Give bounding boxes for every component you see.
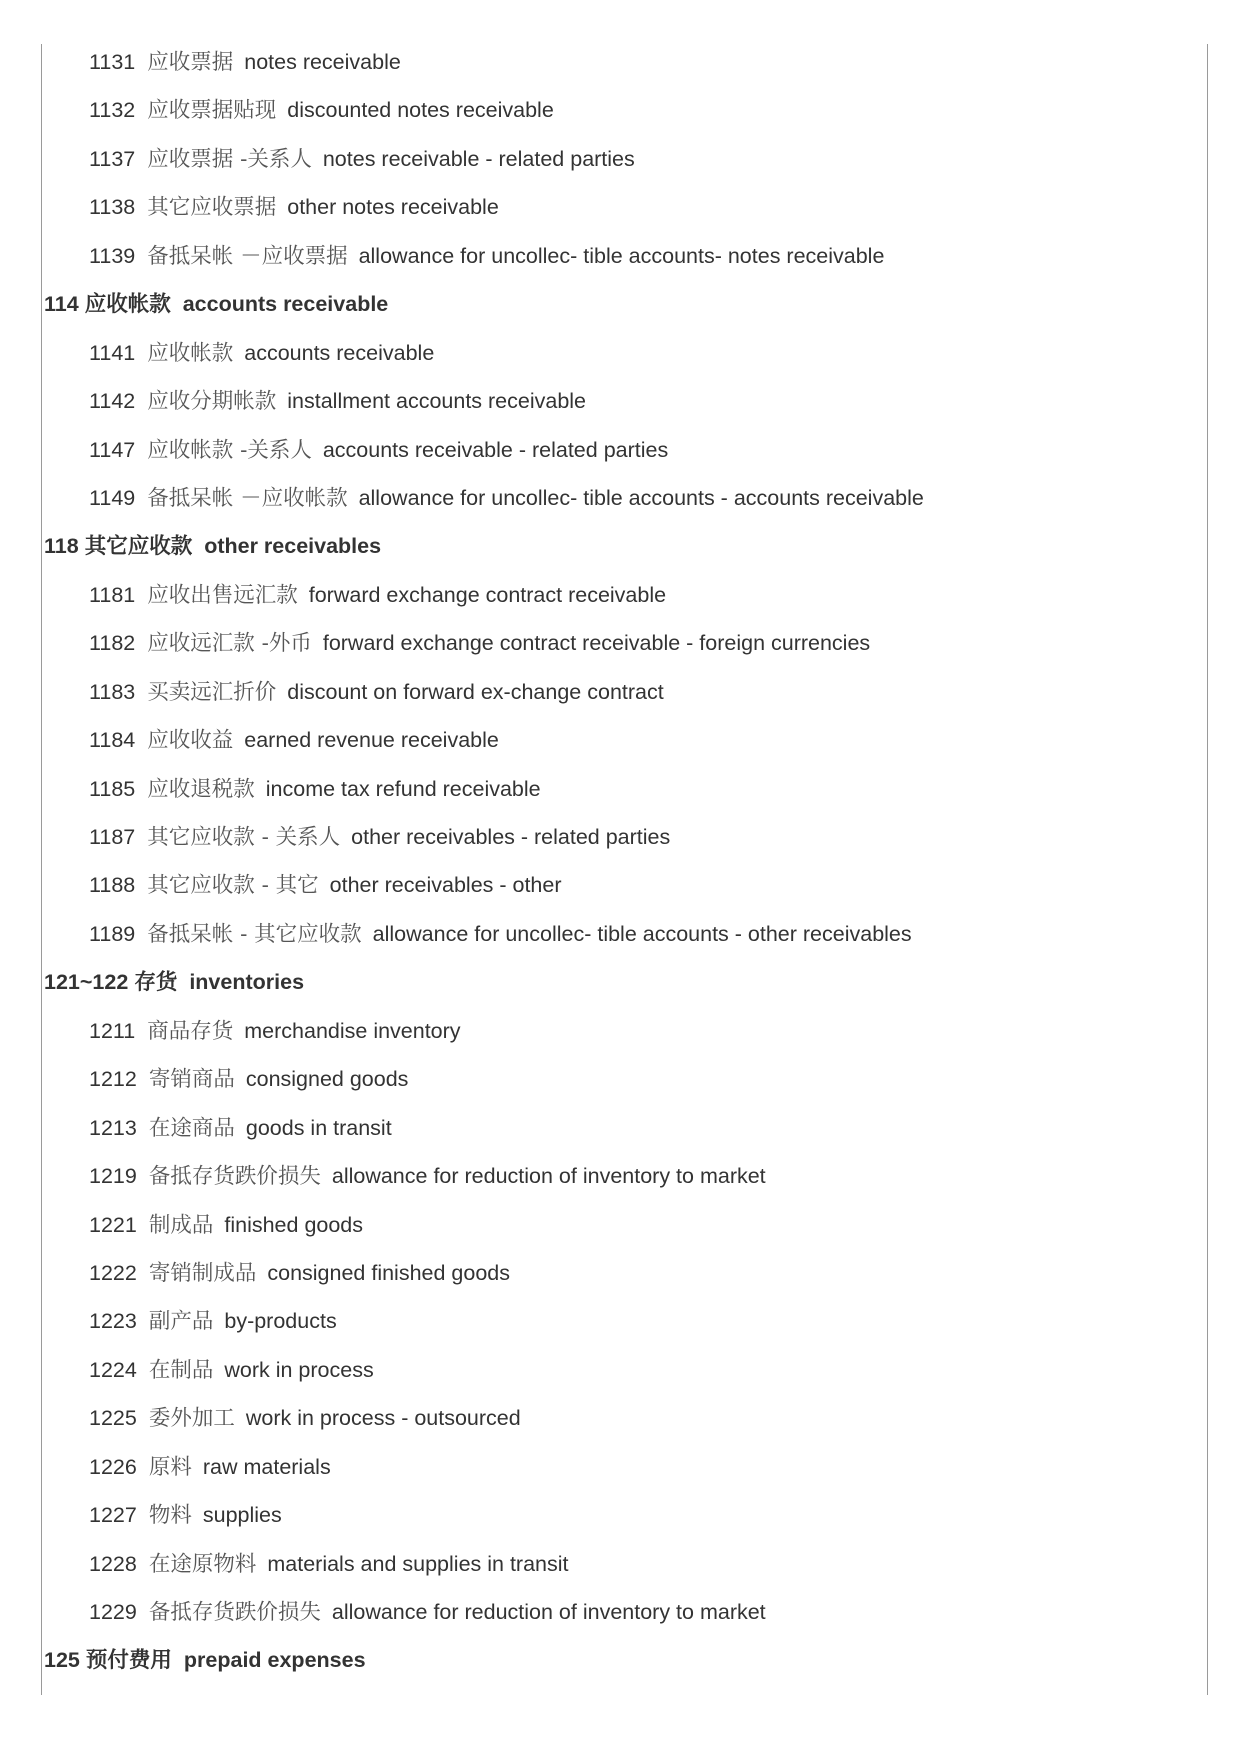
account-name-chinese: 应收帐款 -关系人	[147, 437, 312, 463]
account-name-english: other receivables	[204, 534, 382, 559]
account-item	[0, 1249, 1241, 1297]
account-code: 1211	[89, 1018, 136, 1043]
account-group-heading	[0, 958, 1241, 1006]
account-code: 1219	[89, 1164, 137, 1189]
account-name-english: other receivables - other	[329, 873, 562, 898]
account-code: 1226	[89, 1454, 137, 1479]
account-name-english: other receivables - related parties	[351, 825, 671, 849]
account-name-english: goods in transit	[245, 1115, 392, 1140]
account-code: 1227	[89, 1503, 137, 1528]
account-code: 1185	[89, 776, 136, 801]
account-name-english: materials and supplies in transit	[267, 1551, 569, 1576]
account-name-chinese: 备抵存货跌价损失	[148, 1164, 321, 1190]
account-item	[0, 1346, 1241, 1394]
account-code: 114	[44, 292, 79, 317]
account-code: 1184	[89, 728, 136, 753]
account-item	[0, 86, 1241, 134]
account-code: 1131	[89, 50, 136, 74]
account-name-chinese: 备抵呆帐 －应收票据	[147, 243, 348, 269]
account-name-english: finished goods	[224, 1212, 364, 1237]
account-name-english: by-products	[224, 1309, 337, 1334]
account-code: 118	[44, 534, 79, 559]
account-code: 1187	[89, 825, 136, 849]
account-name-english: prepaid expenses	[183, 1648, 366, 1673]
account-item	[0, 571, 1241, 619]
account-code: 1222	[89, 1260, 137, 1285]
account-name-chinese: 应收票据贴现	[147, 98, 277, 124]
account-code: 1141	[89, 340, 136, 365]
account-item	[0, 765, 1241, 813]
account-code: 1182	[89, 631, 136, 656]
account-name-chinese: 备抵呆帐 - 其它应收款	[147, 921, 362, 947]
account-item	[0, 716, 1241, 764]
account-name-english: work in process - outsourced	[245, 1406, 521, 1431]
account-name-english: inventories	[189, 970, 305, 995]
account-name-english: supplies	[202, 1503, 282, 1528]
account-code: 1229	[89, 1600, 137, 1624]
account-name-chinese: 在制品	[148, 1357, 214, 1383]
account-code: 1213	[89, 1115, 137, 1140]
account-code: 1137	[89, 146, 136, 171]
account-item	[0, 910, 1241, 958]
account-item	[0, 1007, 1241, 1055]
account-name-chinese: 存货	[134, 970, 178, 996]
account-item	[0, 1152, 1241, 1200]
account-name-chinese: 寄销制成品	[148, 1260, 257, 1286]
account-item	[0, 1297, 1241, 1345]
account-name-chinese: 应收帐款	[84, 292, 171, 318]
account-code: 125	[44, 1648, 80, 1673]
account-item	[0, 1394, 1241, 1442]
account-name-english: merchandise inventory	[244, 1018, 461, 1043]
account-name-chinese: 应收帐款	[147, 340, 234, 366]
account-name-chinese: 应收收益	[147, 728, 234, 754]
account-name-english: allowance for uncollec- tible accounts- notes receivable	[358, 243, 885, 268]
account-code: 1221	[89, 1212, 137, 1237]
account-name-english: accounts receivable	[244, 340, 435, 365]
account-item	[0, 426, 1241, 474]
account-group-heading	[0, 522, 1241, 570]
account-name-chinese: 物料	[148, 1503, 192, 1529]
account-name-chinese: 应收退税款	[147, 776, 255, 802]
account-group-heading	[0, 280, 1241, 328]
account-name-chinese: 备抵存货跌价损失	[148, 1600, 321, 1625]
account-name-chinese: 应收票据 -关系人	[147, 146, 312, 172]
account-name-english: notes receivable - related parties	[322, 146, 635, 171]
account-name-english: consigned goods	[245, 1067, 409, 1092]
account-code: 121~122	[44, 970, 129, 995]
account-name-chinese: 应收票据	[147, 50, 234, 75]
account-name-english: allowance for reduction of inventory to market	[331, 1164, 766, 1189]
account-item	[0, 1104, 1241, 1152]
account-item	[0, 861, 1241, 909]
account-item	[0, 1201, 1241, 1249]
account-name-english: installment accounts receivable	[287, 389, 587, 414]
account-code: 1142	[89, 389, 136, 414]
account-name-english: discounted notes receivable	[287, 98, 554, 123]
account-item	[0, 1588, 1241, 1636]
account-item	[0, 329, 1241, 377]
account-name-chinese: 应收出售远汇款	[147, 582, 298, 608]
account-name-chinese: 原料	[148, 1454, 192, 1480]
account-name-chinese: 其它应收款	[84, 534, 193, 560]
account-name-chinese: 应收远汇款 -外币	[147, 631, 312, 657]
account-name-english: income tax refund receivable	[265, 776, 541, 801]
account-name-chinese: 制成品	[148, 1212, 214, 1238]
account-name-chinese: 其它应收款 - 其它	[147, 873, 319, 899]
account-code: 1225	[89, 1406, 137, 1431]
account-item	[0, 38, 1241, 86]
account-name-english: forward exchange contract receivable	[308, 582, 667, 607]
account-name-chinese: 副产品	[148, 1309, 214, 1335]
account-code: 1138	[89, 195, 136, 220]
account-name-chinese: 买卖远汇折价	[147, 679, 277, 705]
account-name-chinese: 在途原物料	[148, 1551, 257, 1577]
account-name-english: allowance for uncollec- tible accounts - accounts receivable	[358, 485, 924, 510]
account-item	[0, 1540, 1241, 1588]
account-item	[0, 813, 1241, 861]
account-item	[0, 1055, 1241, 1103]
account-name-chinese: 委外加工	[148, 1406, 235, 1432]
account-code: 1147	[89, 437, 136, 462]
account-item	[0, 474, 1241, 522]
account-item	[0, 135, 1241, 183]
account-code: 1181	[89, 582, 136, 607]
account-name-english: notes receivable	[244, 50, 401, 74]
account-name-english: accounts receivable - related parties	[322, 437, 669, 462]
account-code: 1223	[89, 1309, 137, 1334]
account-code: 1149	[89, 485, 136, 510]
account-item	[0, 668, 1241, 716]
account-list	[0, 38, 1241, 1685]
account-code: 1224	[89, 1357, 137, 1382]
account-name-chinese: 预付费用	[85, 1648, 172, 1674]
account-item	[0, 619, 1241, 667]
account-code: 1183	[89, 679, 136, 704]
account-name-chinese: 在途商品	[148, 1115, 235, 1141]
account-code: 1132	[89, 98, 136, 123]
account-name-chinese: 应收分期帐款	[147, 389, 277, 415]
account-code: 1228	[89, 1551, 137, 1576]
account-name-chinese: 其它应收款 - 关系人	[147, 825, 341, 850]
account-code: 1212	[89, 1067, 137, 1092]
account-name-english: discount on forward ex-change contract	[287, 679, 664, 704]
account-code: 1188	[89, 873, 136, 898]
account-name-chinese: 商品存货	[147, 1018, 234, 1044]
account-name-english: consigned finished goods	[267, 1260, 511, 1285]
account-name-chinese: 其它应收票据	[147, 195, 277, 221]
account-code: 1139	[89, 243, 136, 268]
account-name-chinese: 备抵呆帐 －应收帐款	[147, 485, 348, 511]
account-name-english: other notes receivable	[287, 195, 499, 220]
account-name-english: work in process	[224, 1357, 374, 1382]
account-name-english: accounts receivable	[182, 292, 389, 317]
account-name-english: allowance for reduction of inventory to market	[331, 1600, 766, 1624]
account-item	[0, 1491, 1241, 1539]
account-name-english: raw materials	[202, 1454, 331, 1479]
account-item	[0, 183, 1241, 231]
account-name-english: forward exchange contract receivable - foreign currencies	[322, 631, 871, 656]
account-code: 1189	[89, 921, 136, 946]
account-name-english: allowance for uncollec- tible accounts - other receivables	[372, 921, 912, 946]
account-item	[0, 377, 1241, 425]
account-name-chinese: 寄销商品	[148, 1067, 235, 1093]
account-group-heading	[0, 1636, 1241, 1684]
account-name-english: earned revenue receivable	[244, 728, 499, 753]
account-item	[0, 1443, 1241, 1491]
account-item	[0, 232, 1241, 280]
